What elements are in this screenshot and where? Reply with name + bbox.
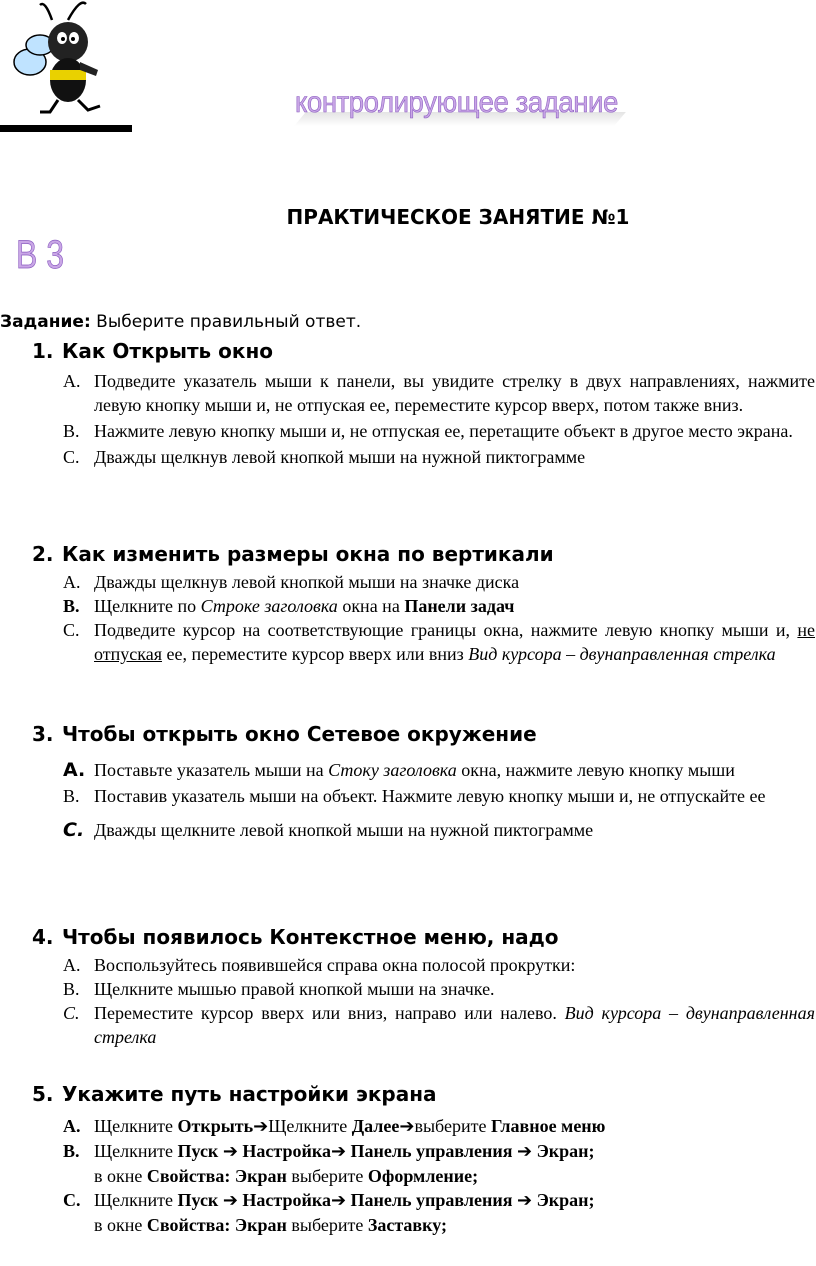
- option-text: Щелкните Открыть➔Щелкните Далее➔выберите Главное меню: [94, 1116, 606, 1137]
- question-number: 5.: [32, 1082, 54, 1106]
- question-number: 1.: [32, 339, 54, 363]
- option-letter: B.: [63, 596, 80, 616]
- right-arrow-icon: ➔: [516, 1190, 533, 1211]
- option-letter: B.: [63, 1141, 80, 1161]
- option-text: Поставив указатель мыши на объект. Нажмите левую кнопку мыши и, не отпускайте ее: [94, 786, 766, 806]
- option: [63, 1188, 815, 1237]
- option-letter: A.: [63, 759, 86, 781]
- option: [63, 1139, 815, 1188]
- option-text: Подведите курсор на соответствующие границы окна, нажмите левую кнопку мыши и, не отпуская ее, переместите курсор вверх или вниз Вид курсора – двунаправленная стрелка: [94, 620, 815, 664]
- option-letter: C.: [63, 819, 85, 841]
- option-text: Щелкните по Строке заголовка окна на Панели задач: [94, 596, 515, 616]
- option-letter: B.: [63, 786, 80, 806]
- right-arrow-icon: ➔: [399, 1116, 415, 1137]
- option-text: Переместите курсор вверх или вниз, направо или налево. Вид курсора – двунаправленная стрелка: [94, 1003, 815, 1047]
- option: [63, 419, 815, 443]
- option: [63, 818, 815, 842]
- option-text: Щелкните Пуск ➔ Настройка➔ Панель управления ➔ Экран; в окне Свойства: Экран выберите Заставку;: [94, 1190, 595, 1235]
- option-letter: A.: [63, 572, 81, 592]
- question-1-options: [63, 369, 815, 469]
- variant-badge: В 3: [16, 233, 65, 277]
- question-4: [32, 925, 559, 949]
- option: [63, 1001, 815, 1049]
- question-text: Как изменить размеры окна по вертикали: [62, 542, 554, 566]
- option: [63, 570, 815, 594]
- header-rule: [0, 125, 132, 132]
- bee-cartoon-icon: [10, 0, 110, 120]
- question-4-options: [63, 953, 815, 1049]
- option-letter: A.: [63, 1116, 81, 1136]
- question-text: Чтобы появилось Контекстное меню, надо: [62, 925, 559, 949]
- option-text: Дважды щелкнув левой кнопкой мыши на значке диска: [94, 572, 520, 592]
- option: [63, 953, 815, 977]
- question-text: Чтобы открыть окно Сетевое окружение: [62, 722, 537, 746]
- task-text: Выберите правильный ответ.: [90, 312, 362, 332]
- right-arrow-icon: ➔: [330, 1190, 347, 1211]
- right-arrow-icon: ➔: [253, 1116, 269, 1137]
- option-letter: A.: [63, 955, 81, 975]
- option-letter: C.: [63, 620, 80, 640]
- option: [63, 977, 815, 1001]
- task-label: Задание:: [0, 312, 91, 332]
- option: [63, 1114, 815, 1139]
- option-text: Нажмите левую кнопку мыши и, не отпуская ее, перетащите объект в другое место экрана.: [94, 421, 793, 441]
- question-text: Укажите путь настройки экрана: [62, 1082, 437, 1106]
- option: [63, 758, 815, 782]
- question-3: [32, 722, 537, 746]
- option-text: Поставьте указатель мыши на Стоку заголовка окна, нажмите левую кнопку мыши: [94, 760, 735, 780]
- question-5-options: [63, 1114, 815, 1237]
- option-text: Дважды щелкните левой кнопкой мыши на нужной пиктограмме: [94, 820, 594, 840]
- option: [63, 594, 815, 618]
- option-letter: B.: [63, 421, 80, 441]
- right-arrow-icon: ➔: [222, 1141, 238, 1162]
- question-1: [32, 339, 273, 363]
- page-title: ПРАКТИЧЕСКОЕ ЗАНЯТИЕ №1: [286, 205, 630, 229]
- option-letter: C.: [63, 1190, 81, 1210]
- right-arrow-icon: ➔: [330, 1141, 347, 1162]
- question-5: [32, 1082, 437, 1106]
- option-text: Щелкните мышью правой кнопкой мыши на значке.: [94, 979, 495, 999]
- option-text: Подведите указатель мыши к панели, вы увидите стрелку в двух направлениях, нажмите левую кнопку мыши и, не отпуская ее, переместите курсор вверх, потом также вниз.: [94, 371, 815, 415]
- wordart-heading: контролирующее задание: [295, 86, 618, 119]
- option: [63, 784, 815, 808]
- question-text: Как Открыть окно: [62, 339, 274, 363]
- option-letter: B.: [63, 979, 80, 999]
- question-number: 3.: [32, 722, 54, 746]
- question-number: 2.: [32, 542, 54, 566]
- option-text: Щелкните Пуск ➔ Настройка➔ Панель управления ➔ Экран; в окне Свойства: Экран выберите Оформление;: [94, 1141, 595, 1186]
- question-3-options: [63, 758, 815, 842]
- option-text: Дважды щелкнув левой кнопкой мыши на нужной пиктограмме: [94, 447, 586, 467]
- option-text: Воспользуйтесь появившейся справа окна полосой прокрутки:: [94, 955, 576, 975]
- question-2-options: [63, 570, 815, 666]
- option-letter: C.: [63, 447, 80, 467]
- option: [63, 369, 815, 417]
- option: [63, 445, 815, 469]
- question-number: 4.: [32, 925, 54, 949]
- task-instruction: [0, 312, 361, 332]
- option-letter: C.: [63, 1003, 80, 1023]
- right-arrow-icon: ➔: [222, 1190, 238, 1211]
- right-arrow-icon: ➔: [516, 1141, 533, 1162]
- question-2: [32, 542, 554, 566]
- option-letter: A.: [63, 371, 81, 391]
- option: [63, 618, 815, 666]
